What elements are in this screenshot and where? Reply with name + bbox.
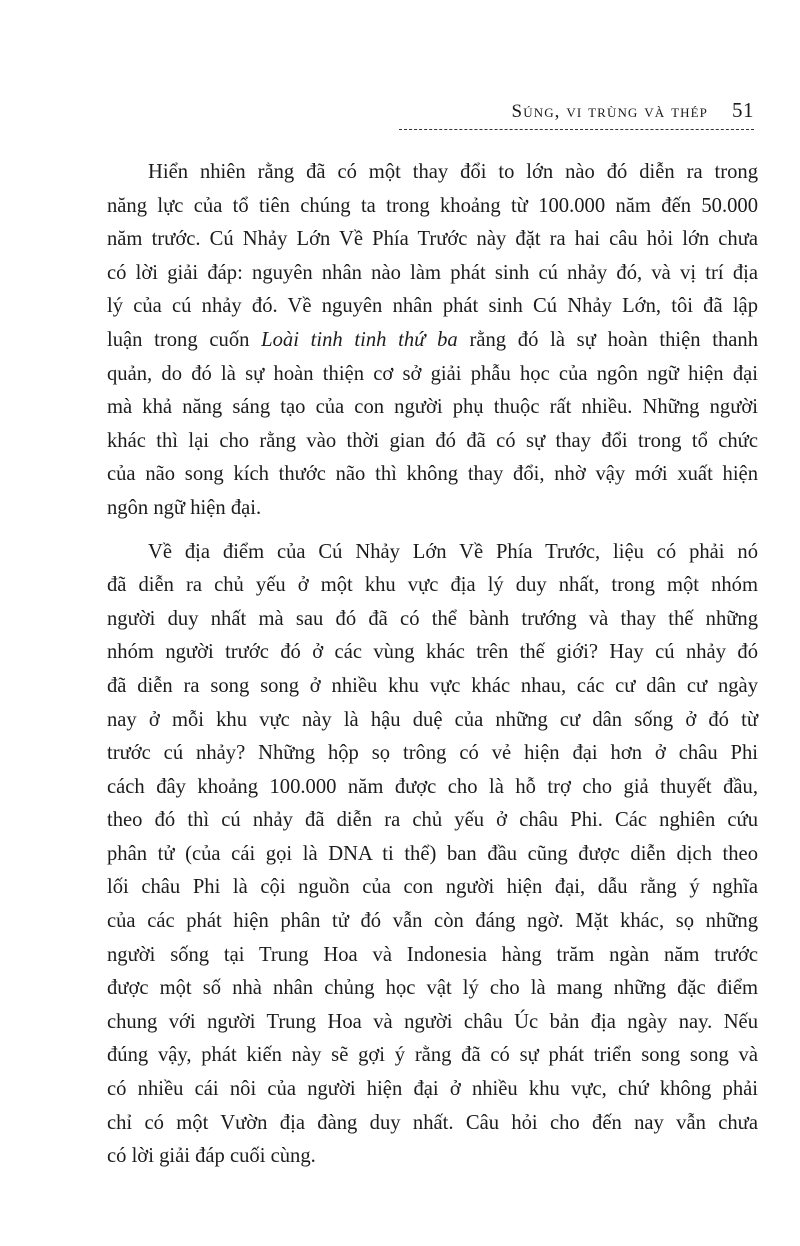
paragraph-2 — [107, 536, 758, 1174]
text-line: lối châu Phi là cội nguồn của con người hiện đại, dẫu rằng ý nghĩa — [107, 876, 758, 899]
text-line: đúng vậy, phát kiến này sẽ gợi ý rằng đã có sự phát triển song song và — [107, 1044, 758, 1067]
body-text — [107, 156, 758, 1174]
text-line: phân tử (của cái gọi là DNA ti thể) ban đầu cũng được diễn dịch theo — [107, 842, 758, 865]
text-line: đã diễn ra chủ yếu ở một khu vực địa lý duy nhất, trong một nhóm — [107, 574, 758, 597]
text-line-with-book-title — [107, 324, 758, 358]
text-line: có lời giải đáp: nguyên nhân nào làm phát sinh cú nhảy đó, và vị trí địa — [107, 261, 758, 284]
text-line: cách đây khoảng 100.000 năm được cho là hỗ trợ cho giả thuyết đầu, — [107, 775, 758, 798]
running-title: Súng, vi trùng và thép — [511, 101, 708, 122]
text-line: nay ở mỗi khu vực này là hậu duệ của những cư dân sống ở đó từ — [107, 708, 758, 731]
text-line: có lời giải đáp cuối cùng. — [107, 1145, 316, 1168]
running-header — [398, 98, 754, 128]
text-segment: rằng đó là sự hoàn thiện thanh — [457, 328, 758, 351]
header-dashed-rule — [399, 129, 754, 130]
text-line: của não song kích thước não thì không thay đổi, nhờ vậy mới xuất hiện — [107, 463, 758, 486]
text-line: lý của cú nhảy đó. Về nguyên nhân phát sinh Cú Nhảy Lớn, tôi đã lập — [107, 295, 758, 318]
paragraph-1 — [107, 156, 758, 526]
text-line: năng lực của tổ tiên chúng ta trong khoảng từ 100.000 năm đến 50.000 — [107, 194, 758, 217]
text-line: Về địa điểm của Cú Nhảy Lớn Về Phía Trước, liệu có phải nó — [148, 540, 758, 563]
text-line: theo đó thì cú nhảy đã diễn ra chủ yếu ở châu Phi. Các nghiên cứu — [107, 809, 758, 832]
text-line: ngôn ngữ hiện đại. — [107, 496, 262, 519]
text-line: người sống tại Trung Hoa và Indonesia hàng trăm ngàn năm trước — [107, 943, 758, 966]
text-line: của các phát hiện phân tử đó vẫn còn đáng ngờ. Mặt khác, sọ những — [107, 910, 758, 933]
text-segment: luận trong cuốn — [107, 328, 262, 351]
text-line: được một số nhà nhân chủng học vật lý cho là mang những đặc điểm — [107, 977, 758, 1000]
text-line: Hiển nhiên rằng đã có một thay đổi to lớn nào đó diễn ra trong — [148, 161, 758, 183]
text-line: có nhiều cái nôi của người hiện đại ở nhiều khu vực, chứ không phải — [107, 1078, 758, 1101]
text-line: chung với người Trung Hoa và người châu Úc bản địa ngày nay. Nếu — [107, 1010, 758, 1033]
text-line: đã diễn ra song song ở nhiều khu vực khác nhau, các cư dân cư ngày — [107, 674, 758, 697]
text-line: mà khả năng sáng tạo của con người phụ thuộc rất nhiều. Những người — [107, 396, 758, 419]
text-line: người duy nhất mà sau đó đã có thể bành trướng và thay thế những — [107, 607, 758, 630]
text-line: năm trước. Cú Nhảy Lớn Về Phía Trước này đặt ra hai câu hỏi lớn chưa — [107, 228, 758, 251]
text-line: quản, do đó là sự hoàn thiện cơ sở giải phẫu học của ngôn ngữ hiện đại — [107, 362, 758, 385]
text-line: chỉ có một Vườn địa đàng duy nhất. Câu hỏi cho đến nay vẫn chưa — [107, 1111, 758, 1134]
page-number: 51 — [732, 98, 754, 122]
book-title-italic: Loài tinh tinh thứ ba — [261, 328, 458, 351]
text-line: khác thì lại cho rằng vào thời gian đó đã có sự thay đổi trong tổ chức — [107, 429, 758, 452]
text-line: trước cú nhảy? Những hộp sọ trông có vẻ hiện đại hơn ở châu Phi — [107, 742, 758, 765]
text-line: nhóm người trước đó ở các vùng khác trên thế giới? Hay cú nhảy đó — [107, 641, 758, 664]
